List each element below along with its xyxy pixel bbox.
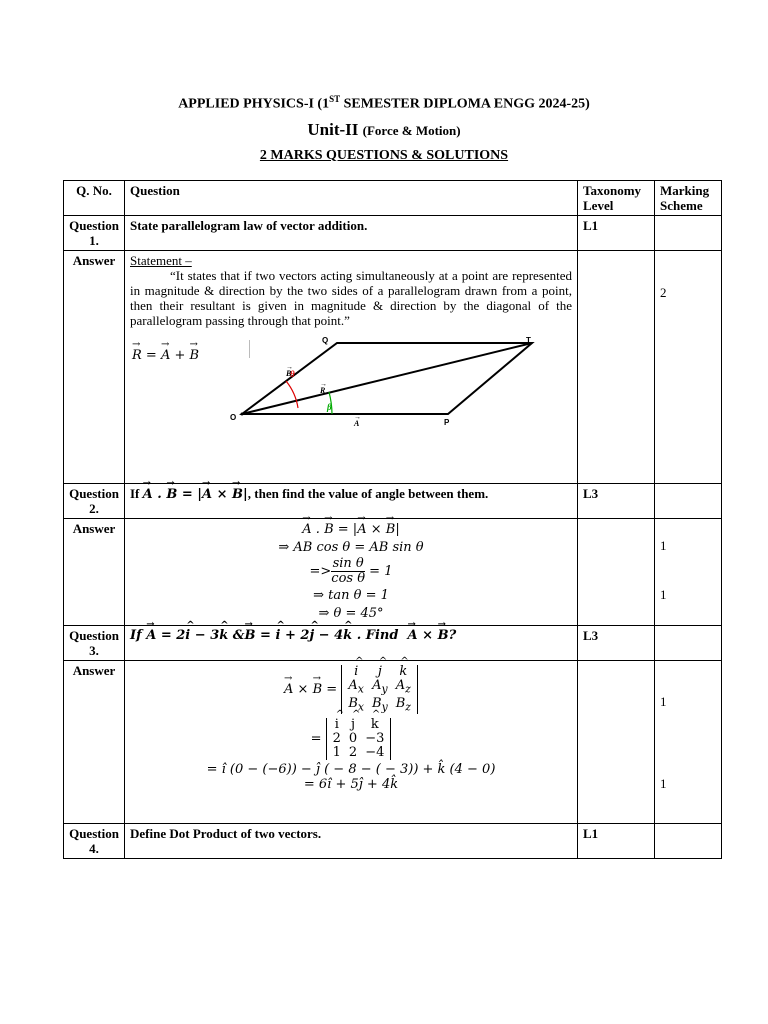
- label-o: O: [230, 413, 237, 422]
- taxonomy-level: L3: [578, 626, 655, 661]
- document-title: APPLIED PHYSICS-I (1ST SEMESTER DIPLOMA ENGG 2024-25): [178, 94, 590, 112]
- label-t: T: [526, 336, 531, 345]
- question-no: Question 3.: [64, 626, 125, 661]
- parallelogram-figure: [130, 334, 572, 444]
- answer-cell: → A . → B = |→ A × → B| ⇒ AB cos θ = AB sin θ => $\frac{\text{sin θ}}{\text{cos θ}}$ = 1 ⇒ tan θ = 1 ⇒ θ = 45°: [125, 519, 578, 626]
- table-row: [64, 661, 722, 824]
- header-marking: Marking Scheme: [655, 181, 722, 216]
- taxonomy-level: L1: [578, 216, 655, 251]
- section-title: 2 MARKS QUESTIONS & SOLUTIONS: [259, 148, 509, 163]
- resultant-equation: → R = → A + → B: [132, 348, 199, 363]
- answer-label: Answer: [64, 519, 125, 626]
- label-p: P: [444, 418, 450, 427]
- table-row: [64, 824, 722, 859]
- header-qno: Q. No.: [64, 181, 125, 216]
- header-question: Question: [125, 181, 578, 216]
- question-text: If → A . → B = |→ A × → B|, then find the value of angle between them.: [125, 484, 578, 519]
- svg-text:B: B: [286, 369, 292, 378]
- table-row: [64, 216, 722, 251]
- statement-text: “It states that if two vectors acting simultaneously at a point are represented in magnitude & direction by the two sides of a parallelogram drawn from a point, then their resultant is given in magnitude & direction by the diagonal of the parallelogram passing through that point.”: [130, 268, 572, 328]
- statement-label: Statement –: [130, 253, 192, 268]
- questions-table: [63, 180, 722, 859]
- table-row: [64, 251, 722, 484]
- label-q: Q: [322, 336, 329, 345]
- marks-value: 2: [655, 251, 722, 484]
- marks-cell: 1 1: [655, 519, 722, 626]
- svg-text:→: →: [320, 380, 327, 388]
- label-beta: β: [327, 402, 332, 412]
- svg-text:→: →: [286, 363, 293, 371]
- question-no: Question 4.: [64, 824, 125, 859]
- answer-cell: [125, 251, 578, 484]
- label-theta: θ: [290, 369, 295, 379]
- question-no: Question 1.: [64, 216, 125, 251]
- svg-text:→: →: [354, 413, 361, 421]
- svg-text:R: R: [320, 386, 326, 395]
- taxonomy-level: L3: [578, 484, 655, 519]
- question-no: Question 2.: [64, 484, 125, 519]
- table-header-row: [64, 181, 722, 216]
- svg-text:A: A: [354, 419, 360, 428]
- table-row: [64, 519, 722, 626]
- question-text: If → A = 2^ i − 3^ k &→ B = ^ i + 2^ j − 4^ k . Find → A × → B?: [125, 626, 578, 661]
- unit-title: Unit-II (Force & Motion): [307, 120, 461, 139]
- header-taxonomy: Taxonomy Level: [578, 181, 655, 216]
- question-text: State parallelogram law of vector addition.: [125, 216, 578, 251]
- answer-label: Answer: [64, 251, 125, 484]
- table-row: [64, 626, 722, 661]
- taxonomy-level: L1: [578, 824, 655, 859]
- marks-cell: 1 1: [655, 661, 722, 824]
- answer-cell: → A × → B = ^ i ^ j ^ k $A_x$ $A_y$ $A_z$ $B_x$ $B_y$ $B_z$ = ^ i ^ j ^ k 2 0 −3 1 2 −4 = î (0 − (−6)) − ĵ ( − 8 − ( − 3)) + k̂ (4 − 0) = 6î + 5ĵ + 4k̂: [125, 661, 578, 824]
- answer-label: Answer: [64, 661, 125, 824]
- parallelogram-diagram: [230, 334, 554, 434]
- question-text: Define Dot Product of two vectors.: [125, 824, 578, 859]
